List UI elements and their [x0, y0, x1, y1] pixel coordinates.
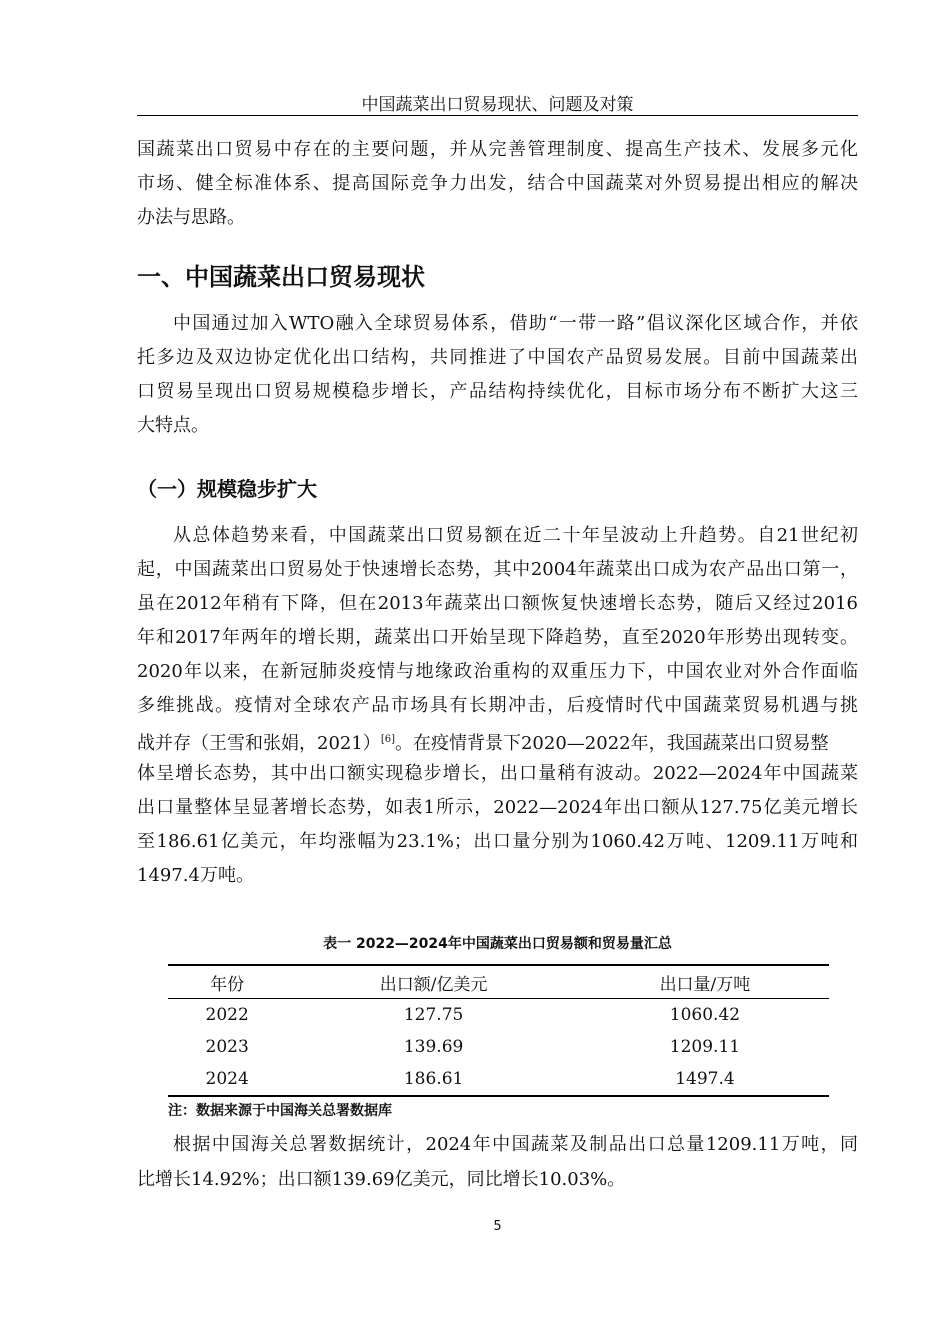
table-cell: 186.61	[403, 1069, 464, 1089]
column-header: 年份	[210, 974, 245, 995]
text-segment: 。在疫情背景下2020—2022年，我国蔬菜出口贸易整	[394, 733, 829, 754]
section-heading: 一、中国蔬菜出口贸易现状	[137, 263, 425, 291]
text-line: 出口量整体呈显著增长态势，如表1所示，2022—2024年出口额从127.75亿美元增长	[137, 797, 858, 818]
column-header: 出口额/亿美元	[379, 974, 488, 995]
table-header-row	[168, 965, 829, 999]
header-rule	[137, 115, 858, 116]
table-cell: 2024	[205, 1069, 249, 1089]
table-cell: 1060.42	[669, 1005, 741, 1025]
text-line: 起，中国蔬菜出口贸易处于快速增长态势，其中2004年蔬菜出口成为农产品出口第一，	[137, 559, 858, 580]
text-line: 根据中国海关总署数据统计，2024年中国蔬菜及制品出口总量1209.11万吨，同	[173, 1134, 858, 1155]
text-line: 体呈增长态势，其中出口额实现稳步增长，出口量稍有波动。2022—2024年中国蔬菜	[137, 763, 858, 784]
text-line: 中国通过加入WTO融入全球贸易体系，借助“一带一路”倡议深化区域合作，并依	[173, 313, 858, 334]
table-cell: 2022	[205, 1005, 249, 1025]
table-cell: 139.69	[403, 1037, 464, 1057]
table-cell: 1209.11	[669, 1037, 741, 1057]
subsection-heading: （一）规模稳步扩大	[137, 477, 317, 501]
text-line: 虽在2012年稍有下降，但在2013年蔬菜出口额恢复快速增长态势，随后又经过2016	[137, 593, 858, 614]
data-table	[168, 964, 829, 1097]
text-line: 比增长14.92%；出口额139.69亿美元，同比增长10.03%。	[137, 1169, 626, 1190]
text-line: 从总体趋势来看，中国蔬菜出口贸易额在近二十年呈波动上升趋势。自21世纪初	[173, 525, 858, 546]
text-line: 国蔬菜出口贸易中存在的主要问题，并从完善管理制度、提高生产技术、发展多元化	[137, 139, 858, 160]
text-line: 办法与思路。	[137, 207, 245, 228]
page-number: 5	[493, 1219, 502, 1234]
text-line: 市场、健全标准体系、提高国际竞争力出发，结合中国蔬菜对外贸易提出相应的解决	[137, 173, 858, 194]
table-row	[168, 1031, 829, 1063]
text-line: 口贸易呈现出口贸易规模稳步增长，产品结构持续优化，目标市场分布不断扩大这三	[137, 381, 858, 402]
text-line: 至186.61亿美元，年均涨幅为23.1%；出口量分别为1060.42万吨、1209.11万吨和	[137, 831, 858, 852]
table-cell: 2023	[205, 1037, 249, 1057]
table-cell: 1497.4	[675, 1069, 735, 1089]
table-row	[168, 1063, 829, 1096]
text-line: 1497.4万吨。	[137, 865, 254, 886]
text-segment: 战并存（王雪和张娟，2021）	[137, 733, 381, 754]
text-line: 大特点。	[137, 415, 209, 436]
text-line: 2020年以来，在新冠肺炎疫情与地缘政治重构的双重压力下，中国农业对外合作面临	[137, 661, 858, 682]
text-line: 年和2017年两年的增长期，蔬菜出口开始呈现下降趋势，直至2020年形势出现转变。	[137, 627, 858, 648]
table-caption: 表一 2022—2024年中国蔬菜出口贸易额和贸易量汇总	[323, 936, 672, 952]
text-line: 托多边及双边协定优化出口结构，共同推进了中国农产品贸易发展。目前中国蔬菜出	[137, 347, 858, 368]
text-line: 多维挑战。疫情对全球农产品市场具有长期冲击，后疫情时代中国蔬菜贸易机遇与挑	[137, 695, 858, 716]
running-header: 中国蔬菜出口贸易现状、问题及对策	[361, 95, 634, 115]
table-cell: 127.75	[403, 1005, 464, 1025]
column-header: 出口量/万吨	[659, 974, 751, 995]
text-line	[137, 728, 858, 756]
table-note: 注：数据来源于中国海关总署数据库	[168, 1103, 392, 1119]
citation-ref[interactable]: [6]	[380, 734, 395, 745]
table-row	[168, 999, 829, 1032]
